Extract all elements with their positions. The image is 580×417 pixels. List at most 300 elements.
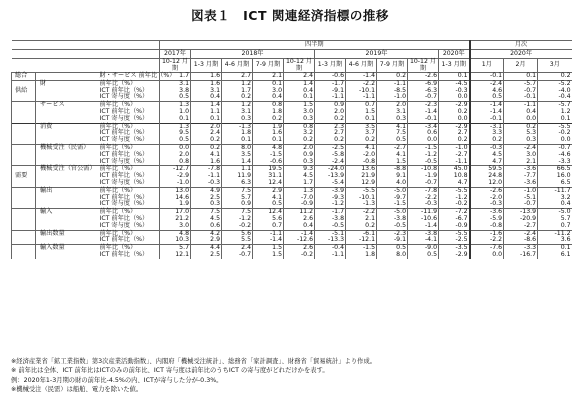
row-metric: ICT 寄与度（%）: [99, 157, 149, 165]
header-period: 3月: [538, 59, 572, 73]
value-cell: -5.7: [504, 80, 538, 87]
row-group: [12, 187, 36, 194]
value-cell: 2.1: [346, 216, 377, 223]
value-cell: 1.5: [253, 252, 284, 259]
value-cell: -0.9: [284, 201, 315, 208]
value-cell: -1.0: [439, 144, 470, 151]
value-cell: 0.9: [222, 201, 253, 208]
header-blank: [12, 50, 160, 59]
value-cell: -1.5: [346, 245, 377, 252]
value-cell: 5.6: [253, 216, 284, 223]
value-cell: -2.2: [470, 237, 504, 244]
value-cell: -1.5: [408, 144, 439, 151]
value-cell: 1.5: [284, 102, 315, 109]
value-cell: 4.6: [470, 88, 504, 95]
value-cell: -0.1: [408, 116, 439, 123]
value-cell: -2.5: [315, 144, 346, 151]
value-cell: -16.7: [504, 252, 538, 259]
value-cell: 0.7: [538, 223, 572, 230]
header-period: 10-12 月期: [160, 59, 191, 73]
value-cell: 6.3: [222, 180, 253, 187]
value-cell: -0.2: [538, 130, 572, 137]
value-cell: 3.1: [160, 80, 191, 87]
value-cell: 0.3: [504, 137, 538, 144]
row-group: [12, 159, 36, 166]
row-item: 財: [36, 80, 96, 87]
value-cell: -9.1: [377, 237, 408, 244]
value-cell: -0.3: [470, 144, 504, 151]
value-cell: -8.8: [377, 166, 408, 173]
value-cell: -5.4: [315, 180, 346, 187]
value-cell: 1.8: [253, 109, 284, 116]
value-cell: 0.1: [346, 116, 377, 123]
value-cell: 3.5: [222, 152, 253, 159]
table-row: [12, 201, 572, 208]
row-item: 輸入数量: [36, 245, 96, 252]
footnote: ※機械受注（民需）は船舶、電力を除いた値。: [11, 386, 143, 394]
value-cell: -1.4: [284, 230, 315, 237]
footnotes: [11, 357, 571, 395]
value-cell: -10.8: [408, 166, 439, 173]
row-group: [12, 230, 36, 237]
value-cell: 5.7: [160, 245, 191, 252]
value-cell: -1.1: [346, 94, 377, 101]
value-cell: -0.7: [504, 88, 538, 95]
value-cell: 0.3: [284, 116, 315, 123]
row-item: [36, 109, 96, 116]
value-cell: -0.5: [377, 223, 408, 230]
value-cell: 0.8: [284, 123, 315, 130]
table-row: [12, 94, 572, 101]
value-cell: -6.7: [439, 216, 470, 223]
value-cell: 10.8: [439, 173, 470, 180]
row-group: [12, 195, 36, 202]
value-cell: 12.4: [253, 180, 284, 187]
value-cell: -7.2: [439, 209, 470, 216]
table-row: [12, 109, 572, 116]
row-group: [12, 245, 36, 252]
value-cell: -1.9: [408, 173, 439, 180]
value-cell: -0.7: [222, 252, 253, 259]
table-row: [12, 123, 572, 130]
row-item: [36, 252, 96, 259]
row-metric: ICT 寄与度（%）: [99, 93, 149, 101]
value-cell: 19.5: [253, 166, 284, 173]
value-cell: -2.0: [470, 195, 504, 202]
value-cell: -0.3: [191, 180, 222, 187]
row-metric: ICT 前年比（%）: [99, 86, 149, 94]
table-row: [12, 144, 572, 151]
row-item: [36, 152, 96, 159]
row-metric: 前年比（%）: [96, 166, 160, 173]
header-period: 10-12 月期: [408, 59, 439, 73]
value-cell: 0.3: [191, 201, 222, 208]
value-cell: -0.2: [284, 252, 315, 259]
value-cell: 0.1: [538, 245, 572, 252]
value-cell: -9.0: [408, 245, 439, 252]
row-metric: 前年比（%）: [96, 230, 160, 237]
value-cell: -1.3: [346, 201, 377, 208]
row-metric: 前年比（%）: [96, 187, 160, 194]
value-cell: 4.2: [191, 230, 222, 237]
value-cell: 1.9: [253, 123, 284, 130]
value-cell: 0.5: [160, 137, 191, 144]
value-cell: 0.2: [315, 137, 346, 144]
value-cell: -0.7: [408, 94, 439, 101]
value-cell: 0.8: [253, 102, 284, 109]
value-cell: 4.5: [191, 216, 222, 223]
value-cell: -11.2: [538, 230, 572, 237]
value-cell: 6.5: [538, 180, 572, 187]
row-metric: 前年比（%）: [96, 102, 160, 109]
value-cell: 0.2: [439, 109, 470, 116]
footnote: ※ 前年比は全体、ICT 前年比はICTのみの前年比、ICT 寄与度は前年比のうちICT の寄与度がどれだけかを表す。: [11, 367, 329, 375]
value-cell: 4.0: [377, 180, 408, 187]
value-cell: -2.3: [408, 102, 439, 109]
value-cell: -0.2: [222, 223, 253, 230]
header-monthly: 月次: [470, 41, 572, 50]
row-item: [36, 195, 96, 202]
value-cell: -2.7: [439, 152, 470, 159]
value-cell: 0.1: [253, 137, 284, 144]
value-cell: 7.5: [222, 187, 253, 194]
row-group: [12, 152, 36, 159]
table-body: [12, 41, 572, 259]
value-cell: 3.8: [160, 88, 191, 95]
value-cell: -1.3: [222, 123, 253, 130]
row-metric: 前年比（%）: [96, 80, 160, 87]
row-item: [36, 88, 96, 95]
row-item: 機械受注（民需）: [36, 144, 96, 151]
value-cell: -2.6: [408, 73, 439, 81]
value-cell: -6.3: [408, 88, 439, 95]
value-cell: 4.5: [284, 173, 315, 180]
value-cell: -3.1: [470, 123, 504, 130]
value-cell: 66.5: [538, 166, 572, 173]
value-cell: -3.3: [538, 159, 572, 166]
value-cell: -4.0: [538, 88, 572, 95]
value-cell: -1.1: [253, 230, 284, 237]
value-cell: 0.0: [160, 144, 191, 151]
value-cell: 2.9: [253, 187, 284, 194]
value-cell: -0.8: [470, 223, 504, 230]
value-cell: 11.2: [284, 209, 315, 216]
row-metric: 財・サービス 前年比（%）: [96, 73, 160, 81]
row-item: 機械受注（官公需）: [36, 166, 96, 173]
value-cell: -4.5: [439, 80, 470, 87]
row-group: [12, 102, 36, 109]
header-period: 1-3 月期: [191, 59, 222, 73]
value-cell: -1.1: [377, 80, 408, 87]
value-cell: -1.4: [346, 73, 377, 81]
header-year: 2020年: [470, 50, 572, 59]
value-cell: 2.1: [504, 159, 538, 166]
header-period: 10-12 月期: [284, 59, 315, 73]
value-cell: -3.6: [504, 166, 538, 173]
value-cell: 0.2: [346, 223, 377, 230]
value-cell: -9.3: [315, 195, 346, 202]
value-cell: -10.1: [346, 195, 377, 202]
value-cell: -2.7: [504, 223, 538, 230]
row-metric: ICT 前年比（%）: [99, 107, 149, 115]
value-cell: 4.8: [160, 230, 191, 237]
value-cell: -2.2: [346, 209, 377, 216]
ict-indicator-table: [11, 40, 572, 259]
value-cell: 1.3: [160, 102, 191, 109]
value-cell: 0.4: [538, 201, 572, 208]
value-cell: 0.4: [191, 94, 222, 101]
value-cell: 2.4: [191, 130, 222, 137]
row-item: サービス: [36, 102, 96, 109]
table-row: [12, 180, 572, 187]
value-cell: 1.6: [191, 80, 222, 87]
value-cell: -5.5: [439, 187, 470, 194]
value-cell: 0.2: [377, 73, 408, 81]
row-metric: ICT 寄与度（%）: [99, 114, 149, 122]
row-group: [12, 209, 36, 216]
value-cell: -3.9: [315, 187, 346, 194]
value-cell: -3.8: [377, 216, 408, 223]
header-period: 7-9 月期: [253, 59, 284, 73]
value-cell: -0.9: [439, 223, 470, 230]
value-cell: -5.2: [538, 80, 572, 87]
row-item: 輸出: [36, 187, 96, 194]
table-row: [12, 230, 572, 237]
header-row-periods: [12, 59, 572, 73]
value-cell: 5.7: [222, 195, 253, 202]
value-cell: 2.0: [160, 152, 191, 159]
value-cell: 1.2: [222, 80, 253, 87]
value-cell: -3.6: [470, 209, 504, 216]
value-cell: -0.3: [470, 201, 504, 208]
value-cell: 3.5: [346, 123, 377, 130]
value-cell: 2.9: [191, 237, 222, 244]
value-cell: -10.6: [408, 216, 439, 223]
value-cell: 17.0: [160, 209, 191, 216]
value-cell: 0.4: [504, 109, 538, 116]
value-cell: 1.5: [253, 245, 284, 252]
table-row: [12, 195, 572, 202]
value-cell: 4.5: [470, 152, 504, 159]
value-cell: -24.0: [315, 166, 346, 173]
value-cell: 1.0: [160, 109, 191, 116]
value-cell: -13.3: [315, 237, 346, 244]
row-metric: 前年比（%）: [96, 123, 160, 130]
value-cell: -0.4: [315, 245, 346, 252]
value-cell: 1.1: [191, 109, 222, 116]
value-cell: -5.9: [470, 216, 504, 223]
value-cell: 13.0: [160, 187, 191, 194]
value-cell: -1.0: [377, 94, 408, 101]
value-cell: -0.7: [408, 180, 439, 187]
table-row: [12, 73, 572, 81]
value-cell: -13.9: [504, 209, 538, 216]
header-period: 4-6 月期: [346, 59, 377, 73]
value-cell: -0.3: [408, 201, 439, 208]
value-cell: 12.9: [346, 180, 377, 187]
value-cell: 0.2: [253, 116, 284, 123]
value-cell: 3.2: [538, 195, 572, 202]
table-row: [12, 187, 572, 194]
row-metric: ICT 前年比（%）: [99, 129, 149, 137]
value-cell: 0.2: [222, 94, 253, 101]
table-row: [12, 223, 572, 230]
page-title: 図表１ ICT 関連経済指標の推移: [191, 8, 389, 23]
table-row: [12, 152, 572, 159]
value-cell: -0.6: [253, 159, 284, 166]
value-cell: -5.5: [346, 187, 377, 194]
value-cell: 24.8: [470, 173, 504, 180]
value-cell: -7.8: [191, 166, 222, 173]
value-cell: 3.0: [253, 88, 284, 95]
value-cell: 0.4: [284, 223, 315, 230]
header-year: 2019年: [315, 50, 439, 59]
value-cell: 12.4: [253, 209, 284, 216]
row-group: [12, 130, 36, 137]
value-cell: -10.1: [346, 88, 377, 95]
row-metric: 前年比（%）: [96, 245, 160, 252]
value-cell: 10.3: [160, 237, 191, 244]
value-cell: 0.2: [439, 137, 470, 144]
header-year: 2017年: [160, 50, 191, 59]
value-cell: 0.0: [470, 252, 504, 259]
value-cell: 0.0: [408, 137, 439, 144]
row-metric: 前年比（%）: [96, 144, 160, 151]
row-group: 供給: [12, 88, 36, 95]
value-cell: -1.5: [253, 152, 284, 159]
value-cell: -5.0: [377, 187, 408, 194]
value-cell: 5.3: [504, 130, 538, 137]
value-cell: -7.0: [284, 195, 315, 202]
value-cell: 3.0: [284, 109, 315, 116]
value-cell: 2.0: [377, 102, 408, 109]
value-cell: 21.9: [346, 173, 377, 180]
value-cell: 1.2: [222, 102, 253, 109]
value-cell: -2.6: [470, 187, 504, 194]
value-cell: 13.6: [346, 166, 377, 173]
value-cell: -2.0: [346, 152, 377, 159]
value-cell: -1.2: [439, 195, 470, 202]
row-metric: ICT 寄与度（%）: [99, 221, 149, 229]
row-group: [12, 223, 36, 230]
footnote: 例：2020年1-3月期の財の前年比-4.5%の内、ICTが寄与した分が-0.3%。: [11, 376, 223, 384]
value-cell: 45.0: [439, 166, 470, 173]
value-cell: -2.9: [439, 102, 470, 109]
value-cell: 1.6: [253, 130, 284, 137]
row-group: [12, 144, 36, 151]
table-row: [12, 216, 572, 223]
value-cell: -2.4: [315, 159, 346, 166]
value-cell: -1.2: [222, 216, 253, 223]
value-cell: 0.2: [470, 137, 504, 144]
value-cell: 1.4: [222, 159, 253, 166]
value-cell: -2.4: [504, 230, 538, 237]
value-cell: 4.1: [346, 144, 377, 151]
value-cell: -9.7: [377, 195, 408, 202]
value-cell: -13.9: [315, 173, 346, 180]
value-cell: 0.1: [191, 116, 222, 123]
row-metric: ICT 寄与度（%）: [99, 178, 149, 186]
value-cell: 3.1: [222, 109, 253, 116]
value-cell: 0.2: [284, 137, 315, 144]
value-cell: -7.6: [470, 245, 504, 252]
value-cell: 1.8: [222, 130, 253, 137]
value-cell: 12.1: [160, 252, 191, 259]
value-cell: -12.7: [160, 166, 191, 173]
header-row-period-type: [12, 41, 572, 50]
table-row: [12, 130, 572, 137]
value-cell: 0.2: [191, 137, 222, 144]
value-cell: 1.6: [191, 73, 222, 81]
value-cell: -5.7: [538, 102, 572, 109]
value-cell: 0.5: [377, 137, 408, 144]
value-cell: -1.1: [439, 159, 470, 166]
value-cell: -1.0: [160, 180, 191, 187]
value-cell: -6.1: [346, 230, 377, 237]
value-cell: 0.0: [439, 116, 470, 123]
value-cell: 2.0: [284, 144, 315, 151]
value-cell: 9.5: [160, 130, 191, 137]
value-cell: 3.0: [504, 152, 538, 159]
row-item: [36, 223, 96, 230]
table-row: [12, 209, 572, 216]
value-cell: 1.4: [284, 80, 315, 87]
row-item: [36, 216, 96, 223]
value-cell: -2.9: [160, 173, 191, 180]
value-cell: -5.5: [439, 230, 470, 237]
row-group: [12, 137, 36, 144]
value-cell: -12.1: [346, 237, 377, 244]
value-cell: -0.2: [439, 201, 470, 208]
value-cell: -3.6: [504, 180, 538, 187]
row-group: [12, 216, 36, 223]
value-cell: 5.5: [222, 237, 253, 244]
value-cell: 31.1: [253, 173, 284, 180]
value-cell: 0.5: [160, 94, 191, 101]
value-cell: -0.3: [439, 88, 470, 95]
value-cell: -1.1: [191, 173, 222, 180]
value-cell: -1.5: [377, 201, 408, 208]
value-cell: -1.4: [470, 109, 504, 116]
value-cell: 1.1: [222, 166, 253, 173]
header-period: 2月: [504, 59, 538, 73]
value-cell: -3.5: [439, 245, 470, 252]
value-cell: 6.1: [538, 252, 572, 259]
value-cell: 4.7: [439, 180, 470, 187]
table-row: [12, 88, 572, 95]
value-cell: 0.5: [253, 201, 284, 208]
value-cell: -11.7: [538, 187, 572, 194]
value-cell: -5.0: [538, 209, 572, 216]
footnote: ※経済産業省「鉱工業指数」第3次産業活動指数」、内閣府「機械受注統計」、総務省「家計調査」、財務省「貿易統計」より作成。: [11, 358, 377, 365]
value-cell: -0.6: [315, 73, 346, 81]
value-cell: -2.4: [504, 144, 538, 151]
value-cell: -11.9: [408, 209, 439, 216]
value-cell: 8.0: [377, 252, 408, 259]
value-cell: -1.0: [504, 187, 538, 194]
value-cell: 2.6: [284, 216, 315, 223]
row-metric: ICT 前年比（%）: [99, 236, 149, 244]
value-cell: 4.1: [377, 152, 408, 159]
value-cell: -0.7: [538, 144, 572, 151]
value-cell: 0.0: [439, 94, 470, 101]
value-cell: 4.1: [191, 152, 222, 159]
value-cell: 0.5: [408, 252, 439, 259]
value-cell: -5.8: [315, 152, 346, 159]
value-cell: 4.1: [253, 195, 284, 202]
value-cell: -5.1: [504, 195, 538, 202]
value-cell: 0.5: [470, 94, 504, 101]
